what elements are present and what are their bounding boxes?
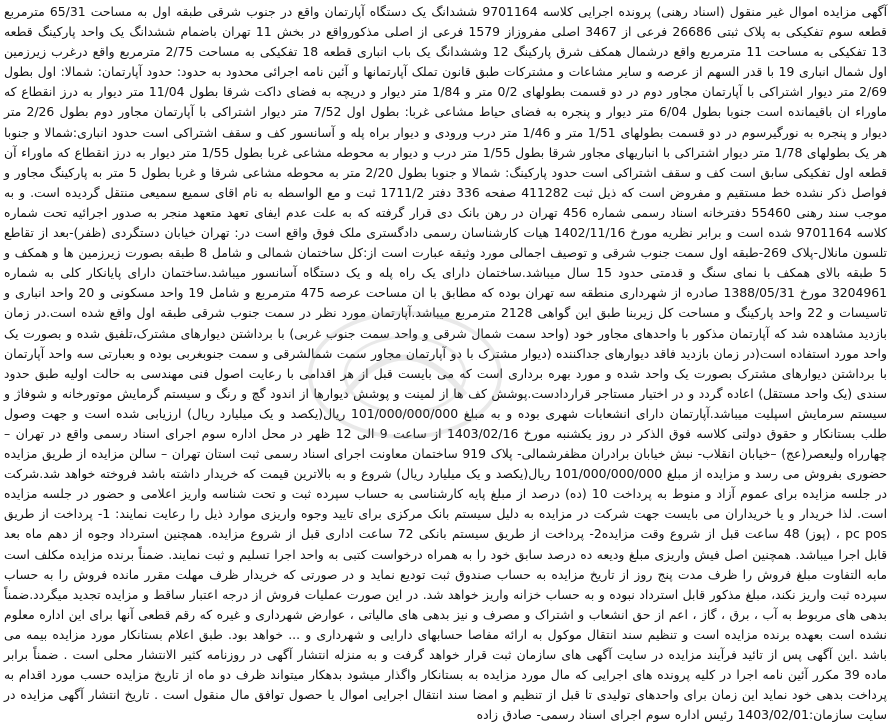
- notice-paragraph: آگهی مزایده اموال غیر منقول (اسناد رهنی) پرونده اجرایی کلاسه 9701164 ششدانگ یک دستگاه آپارتمان واقع در جنوب شرقی طبقه اول به مساحت 65/31 مترمربع قطعه سوم تفکیکی به پلاک ثبتی 26686 فرعی از 3467 اصلی مفروزاز 1579 فرعی از اصلی مذکورواقع در بخش 11 تهران باضمام ششدانگ یک واحد پارکینگ قطعه 13 تفکیکی به مساحت 11 مترمربع واقع درشمال همکف شرق پارکینگ 12 وششدانگ یک باب انباری قطعه 18 تفکیکی به مساحت 2/75 مترمربع واقع درغرب زیرزمین اول شمال انباری 19 با قدر السهم از عرصه و سایر مشاعات و مشترکات طبق قانون تملک آپارتمانها و آئین نامه اجرائی محدود به حدود: حدود آپارتمان: شمالا: اول بطول 2/69 متر دیوار اشتراکی با آپارتمان مجاور دوم در دو قسمت بطولهای 0/2 متر و 1/84 متر دیوار و دریچه به فضای داکت شرقا بطول 11/04 متر دیوار به درز انقطاع که ماوراء ان باقیمانده است جنوبا بطول 6/04 متر دیوار و پنجره به فضای حیاط مشاعی غربا: بطول اول 7/52 متر دیوار اشتراکی با آپارتمان مجاور دوم بطول 2/26 متر دیوار و پنجره به نورگیرسوم در دو قسمت بطولهای 1/51 متر و 1/46 متر درب ورودی و دیوار براه پله و آسانسور کف و سقف اشتراکی است حدود انباری:شمالا و جنوبا هر یک بطولهای 1/78 متر دیوار اشتراکی با انباریهای مجاور شرقا بطول 1/55 متر درب و دیوار به محوطه مشاعی غربا بطول 1/55 متر دیوار به درز انقطاع که ماوراء آن قطعه اول تفکیکی سابق است کف و سقف اشتراکی است حدود پارکینگ: شمالا و جنوبا بطول 2/20 متر به محوطه مشاعی شرقا و غربا بطول 5 متر به پارکینگ مجاور و فواصل ذکر نشده خط مستقیم و مفروض است که ذیل ثبت 411282 صفحه 336 دفتر 1711/2 ثبت و مع الواسطه به نام اقای سمیع سمیعی منتقل گردیده است. و به موجب سند رهنی 55460 دفترخانه اسناد رسمی شماره 456 تهران در رهن بانک دی قرار گرفته که به علت عدم ایفای تعهد متعهد منجر به صدور اجرائیه تحت شماره کلاسه 9701164 شده است و برابر نظریه مورخ 1402/11/16 هیات کارشناسان رسمی دادگستری ملک فوق واقع است در: تهران خیابان دستگردی (ظفر)-بعد از تقاطع تلسون مانلال-پلاک 269-طبقه اول سمت جنوب شرقی و توصیف اجمالی مورد وثیقه عبارت است از:کل ساختمان شمالی و شامل 8 طبقه بصورت زیرزمین ها و همکف و 5 طبقه بالای همکف با نمای سنگ و قدمتی حدود 15 سال میباشد.ساختمان دارای یک راه پله و یک دستگاه آسانسور میباشد.ساختمان دارای پایانکار کلی به شماره 3204961 مورخ 1388/05/31 صادره از شهرداری منطقه سه تهران بوده که مطابق با ان مساحت عرصه 475 مترمربع و شامل 19 واحد مسکونی و 20 واحد انباری و تاسیسات و 22 واحد پارکینگ و مساحت کل زیربنا طبق این گواهی 2128 مترمربع میباشد.آپارتمان مورد نظر در سمت جنوب شرقی طبقه اول واقع شده است.در زمان بازدید مشاهده شد که آپارتمان مذکور با واحدهای مجاور خود (واحد سمت شمال شرقی و واحد سمت جنوب غربی) با برداشتن دیوارهای مشترک،تلفیق شده و بصورت یک واحد مورد استفاده است(در زمان بازدید فاقد دیوارهای جداکننده (دیوار مشترک با دو آپارتمان مجاور سمت شمالشرقی و سمت جنوبغربی بوده و بعبارتی سه واحد آپارتمان با برداشتن دیوارهای مشترک بصورت یک واحد شده و مورد بهره برداری است که می بایست قبل از هر اقدامی با رعایت اصول فنی مهندسی به حالت اولیه طبق حدود سندی (یک واحد مستقل) اعاده گردد و در اختیار مستاجر قراردادست.پوشش کف ها از لمینت و پوشش دیوارها از اندود گچ و رنگ و سیستم گرمایش موتورخانه و شوفاژ و سیستم سرمایش اسپلیت میباشد.آپارتمان دارای انشعابات شهری بوده و به مبلغ 101/000/000/000 ریال(یکصد و یک میلیارد ریال) ارزیابی شده است و جهت وصول طلب بستانکار و حقوق دولتی کلاسه فوق الذکر در روز یکشنبه مورخ 1403/02/16 از ساعت 9 الی 12 ظهر در محل اداره سوم اجرای اسناد رسمی واقع در تهران – چهارراه ولیعصر(عج) –خیابان انقلاب- نبش خیابان برادران مظفرشمالی- پلاک 919 ساختمان معاونت اجرای اسناد رسمی ثبت استان تهران – سالن مزایده از طریق مزایده حضوری بفروش می رسد و مزایده از مبلغ 101/000/000/000 ریال(یکصد و یک میلیارد ریال) شروع و به بالاترین قیمت که خریدار داشته باشد فروخته خواهد شد.شرکت در جلسه مزایده برای عموم آزاد و منوط به پرداخت 10 (ده) درصد از مبلغ پایه کارشناسی به حساب سپرده ثبت و تحت شناسه واریز اعلامی و حضور در جلسه مزایده است. لذا خریدار و یا خریداران می بایست جهت شرکت در مزایده به دلیل سیستم بانک مرکزی برای تایید وجوه واریزی موارد ذیل را رعایت نمایند: 1- پرداخت از طریق pc pos ، (پوز) 48 ساعت قبل از شروع وقت مزایده2- پرداخت از طریق سیستم بانکی 72 ساعت اداری قبل از شروع مزایده. همچنین استرداد وجوه از دهم ماه بعد قابل اجرا میباشد. همچنین اصل فیش واریزی مبلغ ودیعه ده درصد سابق خود را به همراه درخواست کتبی به واحد اجرا تسلیم و ثبت نمایند. ضمناً برنده مزایده مکلف است مابه التفاوت مبلغ فروش را ظرف مدت پنج روز از تاریخ مزایده به حساب صندوق ثبت تودیع نماید و در صورتی که خریدار ظرف مهلت مقرر مانده فروش را به حساب سپرده ثبت واریز نکند، مبلغ مذکور قابل استرداد نبوده و به حساب خزانه واریز خواهد شد. در این صورت عملیات فروش از درجه اعتبار ساقط و مزایده تجدید میگردد.ضمناً بدهی های مربوط به آب ، برق ، گاز ، اعم از حق انشعاب و اشتراک و مصرف و نیز بدهی های مالیاتی ، عوارض شهرداری و غیره که رقم قطعی آنها برای این اداره معلوم نشده است بعهده برنده مزایده است و تنظیم سند انتقال موکول به ارائه مفاصا حسابهای دارایی و شهرداری و ... خواهد بود. طبق اعلام بستانکار مورد مزایده بیمه می باشد .این آگهی پس از تائید فرآیند مزایده در سایت آگهی های سازمان ثبت قرار خواهد گرفت و به منزله انتشار آگهی در روزنامه کثیر الانتشار محلی است . ضمناً برابر ماده 39 مکرر آئین نامه اجرا در کلیه پرونده های اجرایی که مال مورد مزایده به بستانکار واگذار میشود بدهکار میتواند ظرف دو ماه از تاریخ مزایده حسب مورد اقدام به پرداخت بدهی خود نماید این زمان برای واحدهای تولیدی تا قبل از تنظیم و امضا سند انتقال اجرایی اموال یا حصول توافق مال منقول است . تاریخ انتشار آگهی مزایده در سایت سازمان:1403/02/01 رئیس اداره سوم اجرای اسناد رسمی- صادق زاده: [4, 4, 888, 723]
- auction-notice-text: [4, 2, 887, 725]
